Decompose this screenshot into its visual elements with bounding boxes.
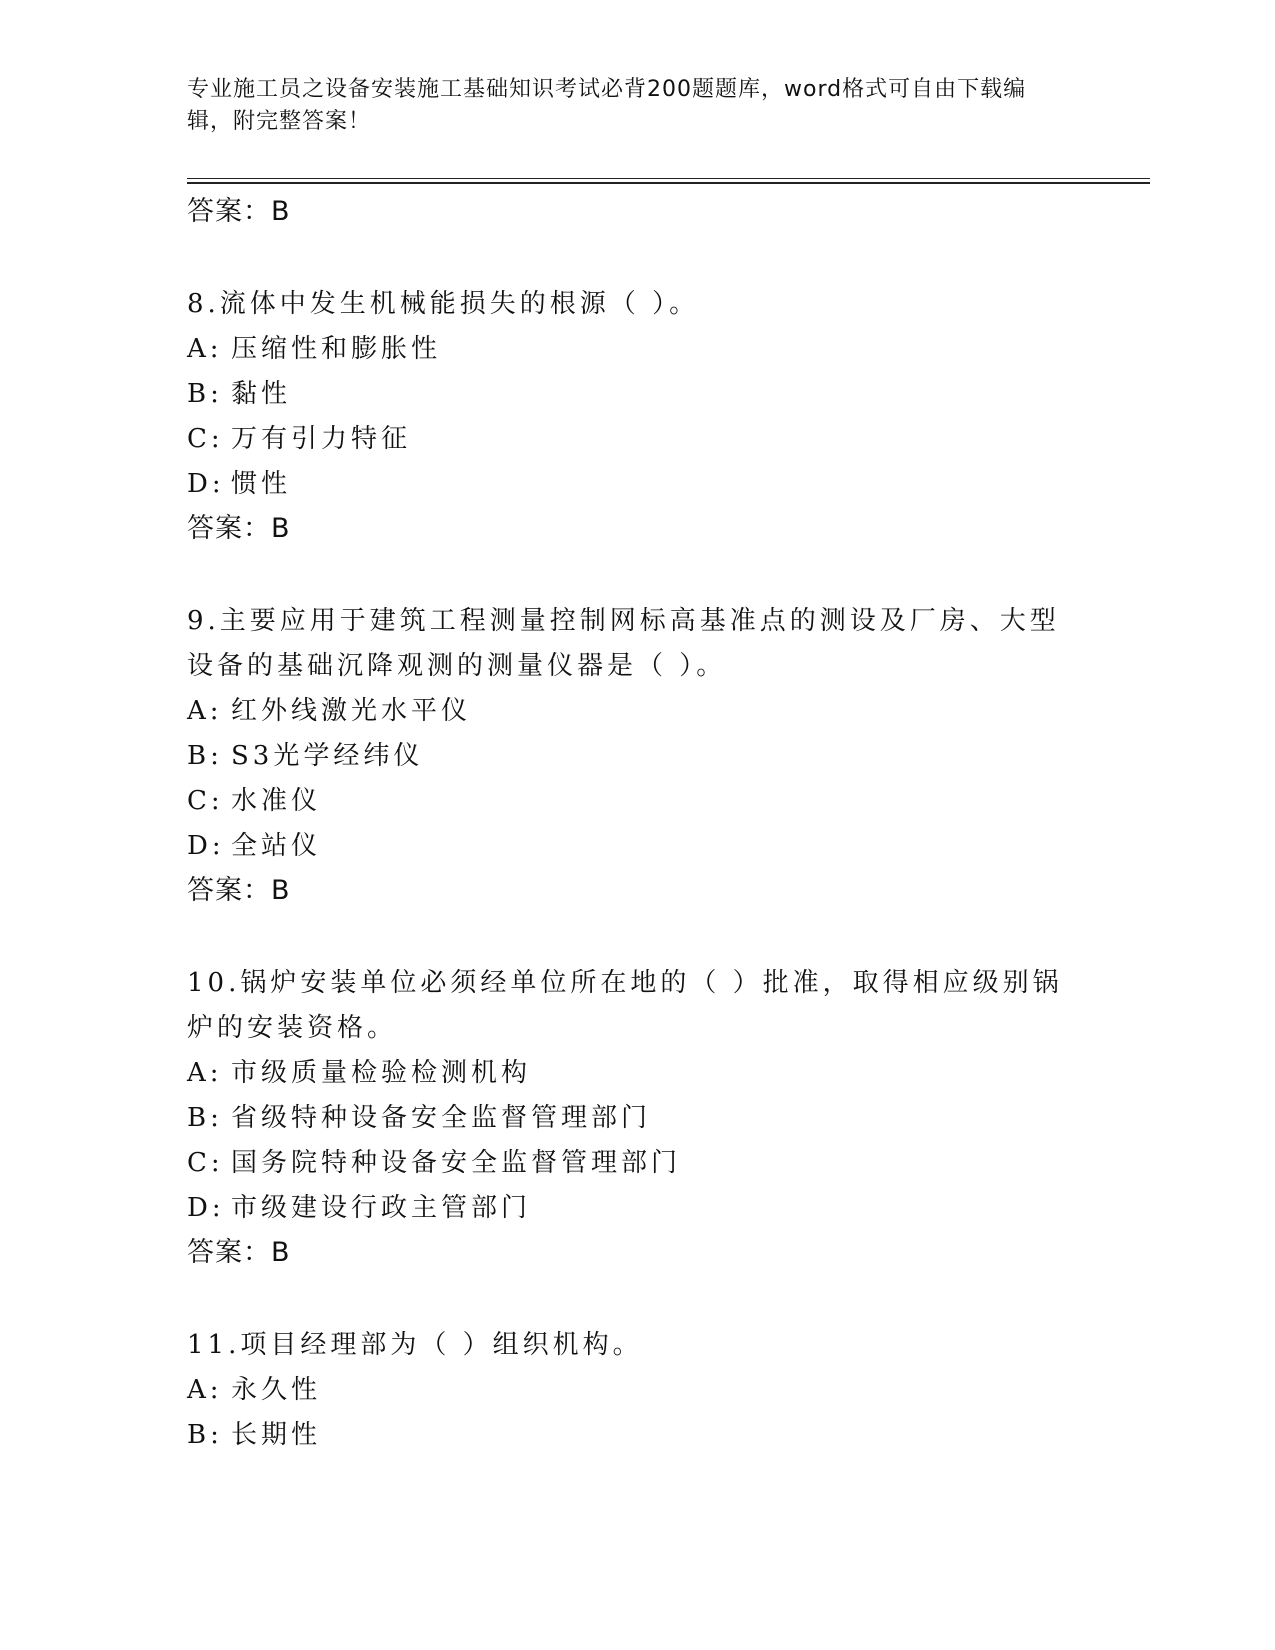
question-stem: 11.项目经理部为（ ）组织机构。 [187, 1330, 643, 1360]
answer-line: 答案：B [187, 196, 291, 227]
option-text: 省级特种设备安全监督管理部门 [231, 1103, 652, 1133]
answer-option [187, 1051, 1067, 1096]
option-text: 全站仪 [231, 831, 322, 861]
answer-line: 答案：B [187, 875, 291, 906]
answer-option [187, 1413, 1067, 1458]
option-key: D: [187, 469, 225, 499]
option-key: C: [187, 424, 224, 454]
answer-option [187, 417, 1067, 462]
answer-option [187, 462, 1067, 507]
option-text: 黏性 [231, 379, 292, 409]
header-divider-thin [187, 178, 1150, 179]
question-stem: 10.锅炉安装单位必须经单位所在地的（ ）批准，取得相应级别锅炉的安装资格。 [187, 968, 1063, 1043]
option-key: A: [187, 696, 223, 726]
option-key: A: [187, 334, 223, 364]
block-spacer [187, 234, 1067, 282]
option-text: S3光学经纬仪 [231, 741, 424, 771]
option-text: 水准仪 [231, 786, 322, 816]
answer-line: 答案：B [187, 513, 291, 544]
option-text: 长期性 [231, 1420, 322, 1450]
answer-option [187, 1186, 1067, 1231]
option-text: 市级质量检验检测机构 [231, 1058, 532, 1088]
answer-option [187, 824, 1067, 869]
option-key: C: [187, 1148, 224, 1178]
option-text: 市级建设行政主管部门 [231, 1193, 532, 1223]
answer-line: 答案：B [187, 1237, 291, 1268]
question-stem: 8.流体中发生机械能损失的根源（ ）。 [187, 289, 700, 319]
answer-option [187, 372, 1067, 417]
option-key: D: [187, 1193, 225, 1223]
answer-option [187, 734, 1067, 779]
option-text: 红外线激光水平仪 [231, 696, 472, 726]
option-text: 万有引力特征 [231, 424, 412, 454]
option-key: A: [187, 1375, 223, 1405]
answer-option [187, 327, 1067, 372]
block-spacer [187, 551, 1067, 599]
option-key: D: [187, 831, 225, 861]
block-spacer [187, 913, 1067, 961]
document-header [187, 74, 1067, 138]
option-key: B: [187, 1420, 223, 1450]
option-key: A: [187, 1058, 223, 1088]
answer-option [187, 1096, 1067, 1141]
answer-option [187, 1368, 1067, 1413]
block-spacer [187, 1275, 1067, 1323]
header-divider-thick [187, 182, 1150, 184]
answer-option [187, 689, 1067, 734]
option-text: 国务院特种设备安全监督管理部门 [231, 1148, 682, 1178]
option-key: B: [187, 379, 223, 409]
question-stem: 9.主要应用于建筑工程测量控制网标高基准点的测设及厂房、大型设备的基础沉降观测的测量仪器是（ ）。 [187, 606, 1060, 681]
option-key: B: [187, 1103, 223, 1133]
header-text: 专业施工员之设备安装施工基础知识考试必背200题题库，word格式可自由下载编辑，附完整答案！ [187, 77, 1027, 134]
option-text: 永久性 [231, 1375, 322, 1405]
option-text: 压缩性和膨胀性 [231, 334, 442, 364]
answer-option [187, 1141, 1067, 1186]
option-key: B: [187, 741, 223, 771]
option-key: C: [187, 786, 224, 816]
option-text: 惯性 [231, 469, 292, 499]
answer-option [187, 779, 1067, 824]
question-list [187, 190, 1067, 1458]
